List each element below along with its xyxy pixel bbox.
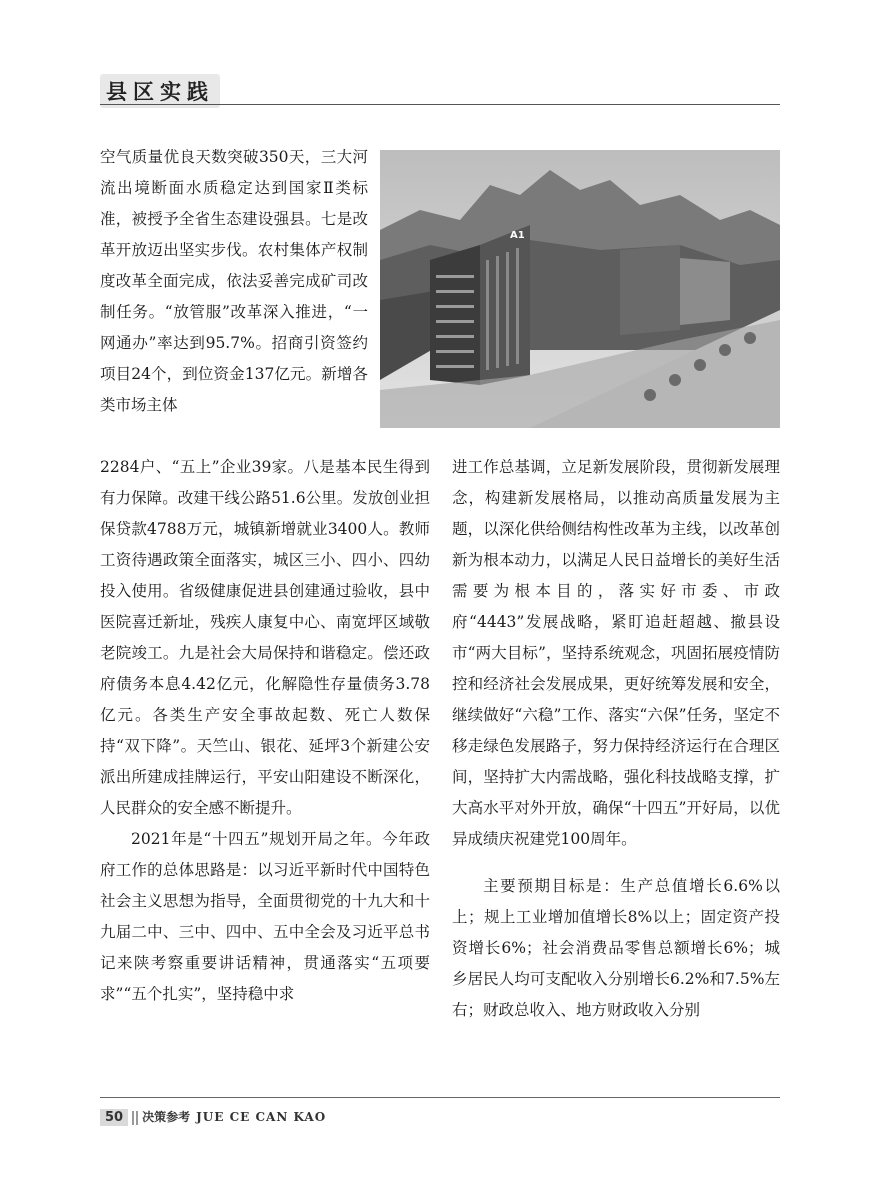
building-far <box>620 245 680 335</box>
body-paragraph: 2021年是“十四五”规划开局之年。今年政府工作的总体思路是：以习近平新时代中国特色社会主义思想为指导，全面贯彻党的十九大和十九届二中、三中、四中、五中全会及习近平总书记来陕考察重要讲话精神，贯通落实“五项要求”“五个扎实”，坚持稳中求 <box>100 830 430 1003</box>
body-paragraph: 空气质量优良天数突破350天，三大河流出境断面水质稳定达到国家Ⅱ类标准，被授予全省生态建设强县。七是改革开放迈出坚实步伐。农村集体产权制度改革全面完成，依法妥善完成矿司改制任务。“放管服”改革深入推进，“一网通办”率达到95.7%。招商引资签约项目24个，到位资金137亿元。新增各类市场主体 <box>100 148 368 414</box>
page-footer <box>100 1108 326 1128</box>
building-sign: A1 <box>510 230 525 241</box>
left-column-top <box>100 142 368 421</box>
page-number: 50 <box>100 1109 128 1126</box>
section-title: 县区实践 <box>100 74 220 108</box>
building-far-2 <box>680 258 730 325</box>
left-column-bottom <box>100 452 430 1010</box>
section-header <box>100 74 780 104</box>
journal-name: 决策参考 <box>142 1110 191 1124</box>
header-divider <box>100 104 780 105</box>
footer-divider <box>100 1097 780 1098</box>
body-paragraph: 主要预期目标是：生产总值增长6.6%以上；规上工业增加值增长8%以上；固定资产投资增长6%；社会消费品零售总额增长6%；城乡居民人均可支配收入分别增长6.2%和7.5%左右；财政总收入、地方财政收入分别 <box>452 877 780 1019</box>
body-paragraph: 进工作总基调，立足新发展阶段，贯彻新发展理念，构建新发展格局，以推动高质量发展为主题，以深化供给侧结构性改革为主线，以改革创新为根本动力，以满足人民日益增长的美好生活需要为根本目的，落实好市委、市政府“4443”发展战略，紧盯追赶超越、撤县设市“两大目标”，坚持系统观念，巩固拓展疫情防控和经济社会发展成果，更好统筹发展和安全，继续做好“六稳”工作、落实“六保”任务，坚定不移走绿色发展路子，努力保持经济运行在合理区间，坚持扩大内需战略，强化科技战略支撑，扩大高水平对外开放，确保“十四五”开好局，以优异成绩庆祝建党100周年。 <box>452 458 780 848</box>
right-column <box>452 452 780 1026</box>
journal-name-pinyin: JUE CE CAN KAO <box>196 1110 327 1124</box>
body-paragraph: 2284户、“五上”企业39家。八是基本民生得到有力保障。改建干线公路51.6公里。发放创业担保贷款4788万元，城镇新增就业3400人。教师工资待遇政策全面落实，城区三小、四小、四幼投入使用。省级健康促进县创建通过验收，县中医院喜迁新址，残疾人康复中心、南宽坪区域敬老院竣工。九是社会大局保持和谐稳定。偿还政府债务本息4.42亿元，化解隐性存量债务3.78亿元。各类生产安全事故起数、死亡人数保持“双下降”。天竺山、银花、延坪3个新建公安派出所建成挂牌运行，平安山阳建设不断深化，人民群众的安全感不断提升。 <box>100 458 430 817</box>
photo-illustration <box>380 150 780 428</box>
building-a1-front <box>430 245 480 385</box>
footer-separator <box>132 1111 138 1125</box>
industrial-park-photo <box>380 150 780 428</box>
